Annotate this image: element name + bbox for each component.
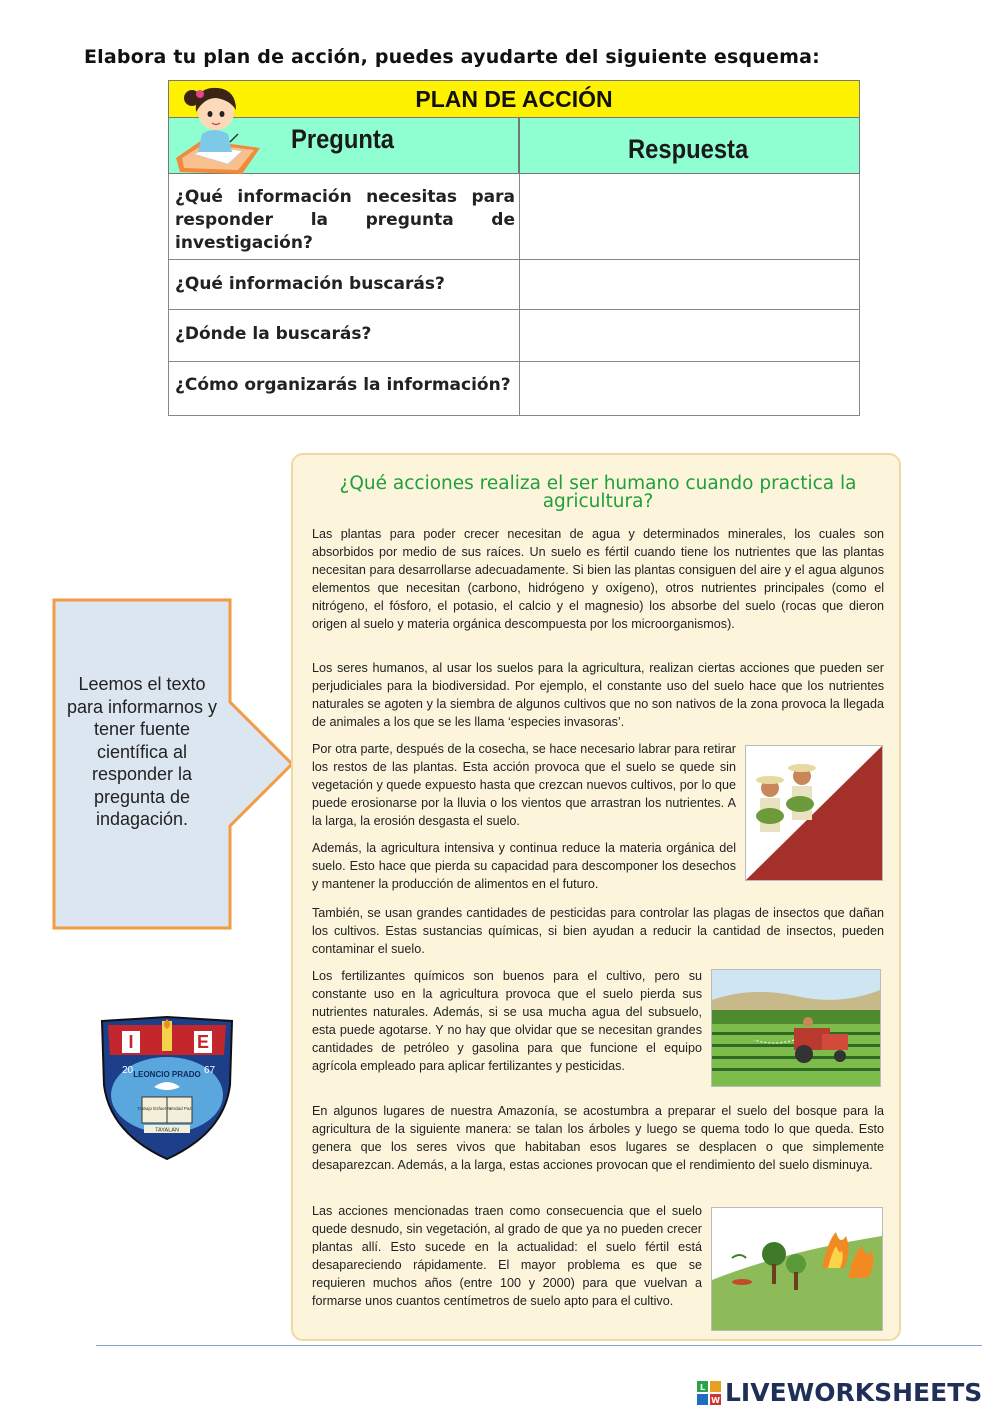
- reading-paragraph: Por otra parte, después de la cosecha, se hace necesario labrar para retirar los restos de las plantas. Esta acción provoca que el suelo se quede sin vegetación y quede expuesto hasta que crezcan nuevos cultivos, por lo que puede erosionarse por la lluvia o los vientos que arrastran los nutrientes. A la larga, la erosión desgasta el suelo.: [312, 742, 736, 828]
- answer-cell[interactable]: [520, 174, 859, 259]
- logo-letter-right: E: [196, 1032, 210, 1052]
- logo-year-right: 67: [204, 1065, 216, 1076]
- brand-name: LIVEWORKSHEETS: [725, 1378, 983, 1407]
- forest-burning-image: [711, 1207, 883, 1331]
- reading-paragraph: Los fertilizantes químicos son buenos para el cultivo, pero su constante uso en la agricultura provoca que el suelo pierda sus nutrientes naturales. Además, si se usa mucha agua del subsuelo, esta puede agotarse. Y no hay que olvidar que se necesitan grandes cantidades de petróleo y gasolina para que funcione el equipo agrícola empleado para aplicar fertilizantes y pesticidas.: [312, 969, 702, 1073]
- plan-title: PLAN DE ACCIÓN: [168, 80, 860, 118]
- logo-book-left: Trabajo Esfuerzo: [136, 1106, 172, 1111]
- reading-panel: [291, 453, 901, 1341]
- question-cell: ¿Dónde la buscarás?: [169, 310, 520, 361]
- liveworksheets-logo-icon: [697, 1378, 723, 1408]
- student-writing-illustration: [172, 78, 260, 176]
- logo-place: TAYALAN: [155, 1127, 179, 1134]
- reading-paragraph: En algunos lugares de nuestra Amazonía, se acostumbra a preparar el suelo del bosque para la agricultura de la siguiente manera: se talan los árboles y luego se quema todo lo que queda. Esto genera que los seres vivos que habitaban esos lugares se desplacen o que simplemente desaparezcan. Además, a la larga, estas acciones provocan que el rendimiento del suelo disminuya.: [312, 1104, 884, 1172]
- tractor-field-image: [711, 969, 881, 1087]
- logo-icon-letter: W: [711, 1396, 720, 1405]
- header-question-label: Pregunta: [291, 124, 394, 154]
- table-row: [168, 260, 860, 310]
- header-answer: [519, 117, 860, 174]
- farmers-slope-image: [745, 745, 883, 881]
- school-crest-logo: [98, 1015, 236, 1161]
- footer-divider: [96, 1345, 982, 1346]
- instruction-heading: Elabora tu plan de acción, puedes ayudarte del siguiente esquema:: [84, 46, 820, 68]
- table-row: [168, 174, 860, 260]
- question-cell: ¿Cómo organizarás la información?: [169, 362, 520, 415]
- answer-cell[interactable]: [520, 260, 859, 309]
- table-row: [168, 310, 860, 362]
- reading-paragraph: Las acciones mencionadas traen como consecuencia que el suelo quede desnudo, sin vegetación, al grado de que ya no pueden crecer plantas allí. Esto sucede en la actualidad: el suelo fértil está desapareciendo rápidamente. El mayor problema es que se requieren muchos años (entre 100 y 2000) para que vuelvan a formarse unos cuantos centímetros de suelo apto para el cultivo.: [312, 1204, 702, 1308]
- answer-cell[interactable]: [520, 310, 859, 361]
- logo-icon-letter: L: [699, 1383, 706, 1392]
- header-answer-label: Respuesta: [628, 134, 749, 164]
- table-row: [168, 362, 860, 416]
- reading-paragraph: Además, la agricultura intensiva y continua reduce la materia orgánica del suelo. Esto hace que pierda su capacidad para descomponer los desechos y mantener la producción de alimentos en el futuro.: [312, 841, 736, 891]
- logo-letter-left: I: [128, 1032, 134, 1052]
- reading-paragraph: Las plantas para poder crecer necesitan de agua y determinados minerales, los cuales son absorbidos por medio de sus raíces. Un suelo es fértil cuando tiene los nutrientes que las plantas necesitan para desarrollarse adecuadamente. Si bien las plantas consiguen del aire y el agua algunos elementos que necesitan (carbono, hidrógeno y oxígeno), otros nutrientes principales (como el nitrógeno, el fósforo, el potasio, el calcio y el magnesio) los absorbe del suelo (rocas que dieron origen al suelo y materia orgánica descompuesta por los microorganismos).: [312, 527, 884, 631]
- reading-paragraph: También, se usan grandes cantidades de pesticidas para controlar las plagas de insectos que dañan los cultivos. Estas sustancias químicas, si bien ayudan a reducir la cantidad de insectos, pueden contaminar el suelo.: [312, 906, 884, 956]
- logo-school-name: LEONCIO PRADO: [133, 1070, 201, 1079]
- logo-year-left: 20: [122, 1065, 134, 1076]
- action-plan-table: [168, 80, 860, 416]
- callout-text: Leemos el texto para informarnos y tener fuente científica al responder la pregunta de indagación.: [66, 674, 218, 829]
- question-cell: ¿Qué información necesitas para responder la pregunta de investigación?: [169, 174, 520, 259]
- question-cell: ¿Qué información buscarás?: [169, 260, 520, 309]
- answer-cell[interactable]: [520, 362, 859, 415]
- reading-paragraph: Los seres humanos, al usar los suelos para la agricultura, realizan ciertas acciones que pueden ser perjudiciales para la biodiversidad. Por ejemplo, el constante uso del suelo hace que los nutrientes naturales se agoten y la siembra de algunos cultivos que no son nativos de la zona provoca la llegada de animales a los que se les llama ‘especies invasoras’.: [312, 661, 884, 729]
- logo-book-right: Verdad Paz: [168, 1106, 192, 1111]
- reading-title: ¿Qué acciones realiza el ser humano cuando practica la agricultura?: [339, 473, 857, 512]
- reading-instruction-callout: [52, 598, 295, 930]
